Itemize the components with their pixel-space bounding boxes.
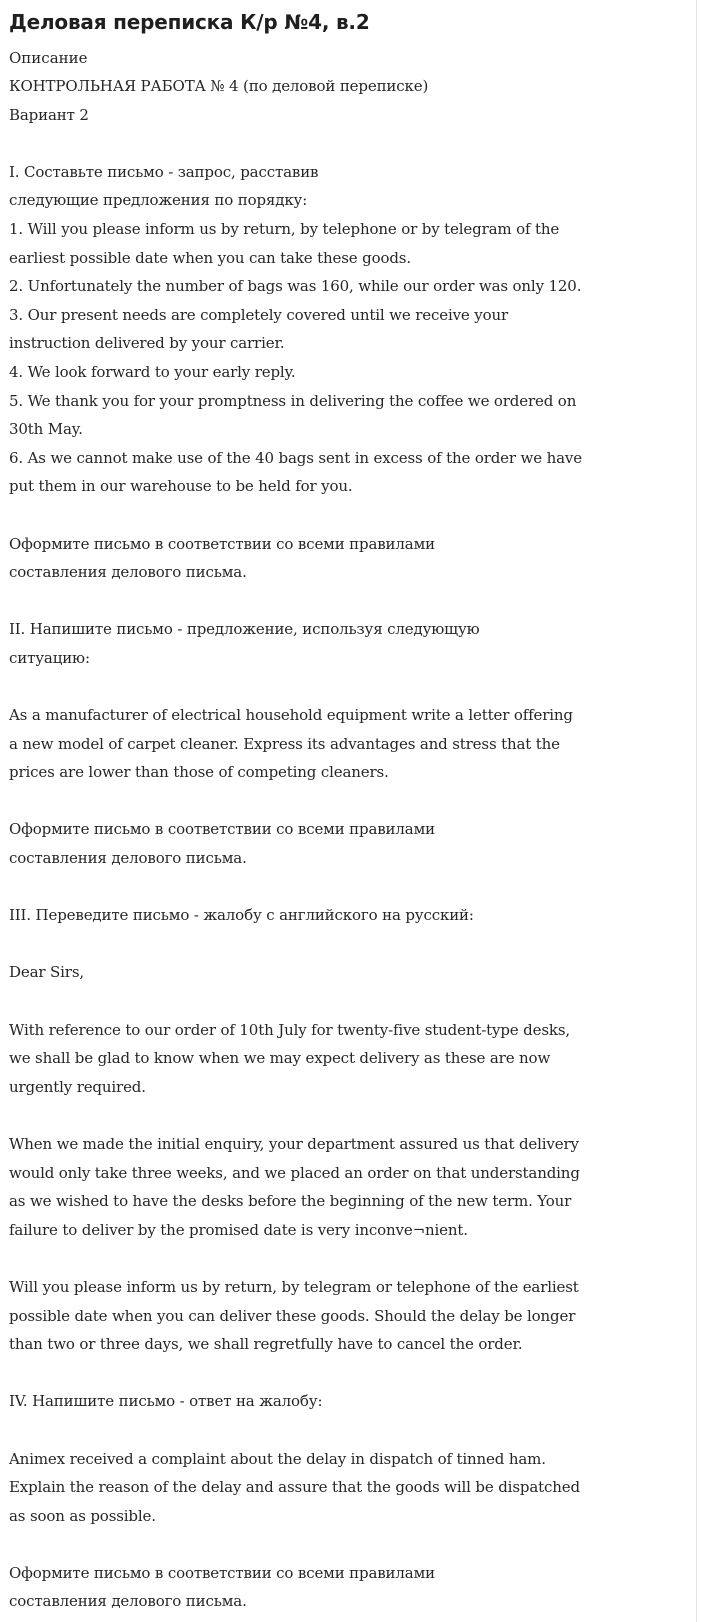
text-line: failure to deliver by the promised date is very inconve¬nient. [9,1220,468,1239]
text-line: possible date when you can deliver these goods. Should the delay be longer [9,1306,576,1325]
text-line: earliest possible date when you can take these goods. [9,248,411,267]
document-body [9,72,688,1616]
text-line: we shall be glad to know when we may expect delivery as these are now [9,1049,551,1068]
text-line: Оформите письмо в соответствии со всеми правилами [9,534,435,553]
description-label: Описание [9,49,88,67]
text-line: a new model of carpet cleaner. Express its advantages and stress that the [9,734,560,753]
document-title: Деловая переписка К/р №4, в.2 [9,10,370,34]
text-line: 4. We look forward to your early reply. [9,362,296,381]
text-line: When we made the initial enquiry, your department assured us that delivery [9,1134,579,1153]
blank-line [9,873,688,902]
text-line: КОНТРОЛЬНАЯ РАБОТА № 4 (по деловой переписке) [9,77,429,95]
text-line: составления делового письма. [9,563,247,582]
blank-line [9,672,688,701]
blank-line [9,1530,688,1559]
blank-line [9,1359,688,1388]
text-line: 3. Our present needs are completely covered until we receive your [9,305,508,324]
text-line: 1. Will you please inform us by return, by telephone or by telegram of the [9,219,560,238]
blank-line [9,930,688,959]
blank-line [9,987,688,1016]
text-line: III. Переведите письмо - жалобу с английского на русский: [9,906,474,925]
text-line: put them in our warehouse to be held for you. [9,477,353,496]
text-line: 5. We thank you for your promptness in delivering the coffee we ordered on [9,391,577,410]
text-line: With reference to our order of 10th July for twenty-five student-type desks, [9,1020,570,1039]
text-line: would only take three weeks, and we placed an order on that understanding [9,1163,580,1182]
text-line: следующие предложения по порядку: [9,191,308,210]
text-line: urgently required. [9,1077,146,1096]
text-line: instruction delivered by your carrier. [9,334,285,353]
blank-line [9,129,688,158]
text-line: 2. Unfortunately the number of bags was 160, while our order was only 120. [9,277,582,296]
text-line: составления делового письма. [9,1592,247,1611]
blank-line [9,587,688,616]
text-line: than two or three days, we shall regretfully have to cancel the order. [9,1335,523,1354]
text-line: I. Составьте письмо - запрос, расставив [9,162,319,181]
blank-line [9,787,688,816]
text-line: Вариант 2 [9,105,89,124]
text-line: 30th May. [9,420,83,439]
blank-line [9,501,688,530]
text-line: as soon as possible. [9,1506,156,1525]
text-line: Will you please inform us by return, by telegram or telephone of the earliest [9,1277,579,1296]
blank-line [9,1416,688,1445]
text-line: II. Напишите письмо - предложение, используя следующую [9,620,480,639]
text-line: 6. As we cannot make use of the 40 bags sent in excess of the order we have [9,448,582,467]
text-line: составления делового письма. [9,849,247,868]
text-line: ситуацию: [9,648,90,667]
text-line: As a manufacturer of electrical household equipment write a letter offering [9,706,573,725]
text-line: as we wished to have the desks before the beginning of the new term. Your [9,1192,572,1211]
blank-line [9,1101,688,1130]
text-line: IV. Напишите письмо - ответ на жалобу: [9,1392,323,1411]
text-line: prices are lower than those of competing cleaners. [9,763,389,782]
text-line: Оформите письмо в соответствии со всеми правилами [9,820,435,839]
text-line: Animex received a complaint about the delay in dispatch of tinned ham. [9,1449,546,1468]
text-line: Оформите письмо в соответствии со всеми правилами [9,1563,435,1582]
blank-line [9,1244,688,1273]
text-line: Explain the reason of the delay and assure that the goods will be dispatched [9,1478,580,1497]
text-line: Dear Sirs, [9,963,84,982]
